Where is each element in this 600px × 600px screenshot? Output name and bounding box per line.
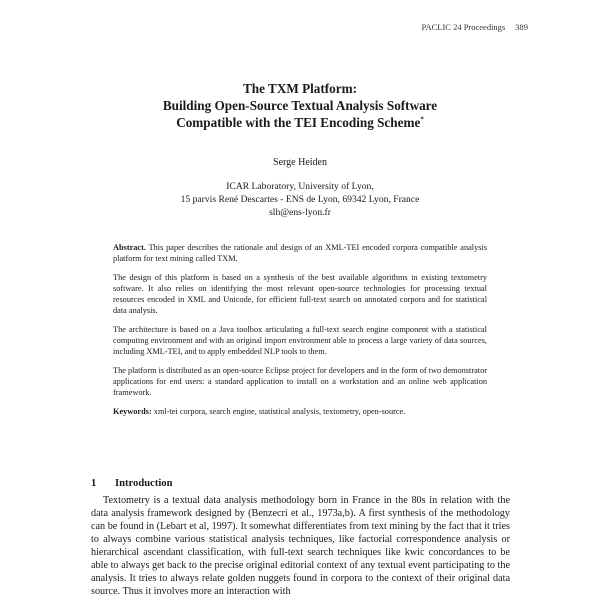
- paper-title: [60, 80, 540, 131]
- author-email: slh@ens-lyon.fr: [269, 207, 331, 218]
- abstract-label: Abstract.: [113, 243, 146, 252]
- affiliation: [60, 180, 540, 219]
- keywords-label: Keywords:: [113, 406, 152, 416]
- abstract-p1-text: This paper describes the rationale and design of an XML-TEI encoded corpora compatible analysis platform for text mining called TXM.: [113, 243, 487, 263]
- footnote-mark: *: [420, 115, 424, 124]
- running-head: [422, 22, 529, 32]
- title-line-3-text: Compatible with the TEI Encoding Scheme: [176, 115, 421, 130]
- proceedings-name: PACLIC 24 Proceedings: [421, 22, 506, 32]
- abstract-paragraph-3: The architecture is based on a Java toolbox articulating a full-text search engine component with a statistical computing environment and with an original import environment able to process a large variety of data sources, including XML-TEI, and to apply embedded NLP tools to them.: [113, 324, 487, 356]
- body-paragraph: Textometry is a textual data analysis methodology born in France in the 80s in relation with the data analysis framework designed by (Benzecri et al., 1973a,b). A first synthesis of the methodology can be found in (Lebart et al, 1997). It somewhat differentiates from text mining by the fact that it tries to always combine various statistical analysis techniques, like factorial correspondence analysis or hierarchical ascendant classification, with full-text search techniques like kwic concordances to be able to always get back to the precise original editorial context of any textual event participating to the analysis. It tries to always relate golden nuggets found in corpora to the context of their original data source. Thus it involves more an interaction with: [91, 495, 510, 597]
- affiliation-line-1: ICAR Laboratory, University of Lyon,: [226, 181, 374, 192]
- author-name: Serge Heiden: [273, 157, 327, 168]
- section-title: Introduction: [115, 478, 173, 489]
- keywords: [113, 407, 487, 418]
- section-number: 1: [91, 478, 97, 489]
- affiliation-line-2: 15 parvis René Descartes - ENS de Lyon, 69342 Lyon, France: [180, 194, 420, 205]
- section-heading: [91, 478, 173, 489]
- title-line-3: [60, 114, 540, 131]
- keywords-text: xml-tei corpora, search engine, statistical analysis, textometry, open-source.: [153, 406, 406, 416]
- title-line-1: The TXM Platform:: [242, 81, 358, 96]
- abstract: [113, 243, 487, 426]
- abstract-paragraph-1: [113, 243, 487, 265]
- abstract-paragraph-4: The platform is distributed as an open-source Eclipse project for developers and in the form of two demonstrator applications for end users: a standard application to install on a workstation and an online web application framework.: [113, 365, 487, 397]
- page-number: 389: [515, 22, 528, 32]
- title-line-2: Building Open-Source Textual Analysis Software: [162, 98, 438, 113]
- abstract-paragraph-2: The design of this platform is based on a synthesis of the best available algorithms in existing textometry software. It also relies on identifying the most relevant open-source technologies for processing textual resources encoded in XML and Unicode, for efficient full-text search on annotated corpora and for statistical data analysis.: [113, 273, 487, 315]
- section-body: [91, 494, 510, 598]
